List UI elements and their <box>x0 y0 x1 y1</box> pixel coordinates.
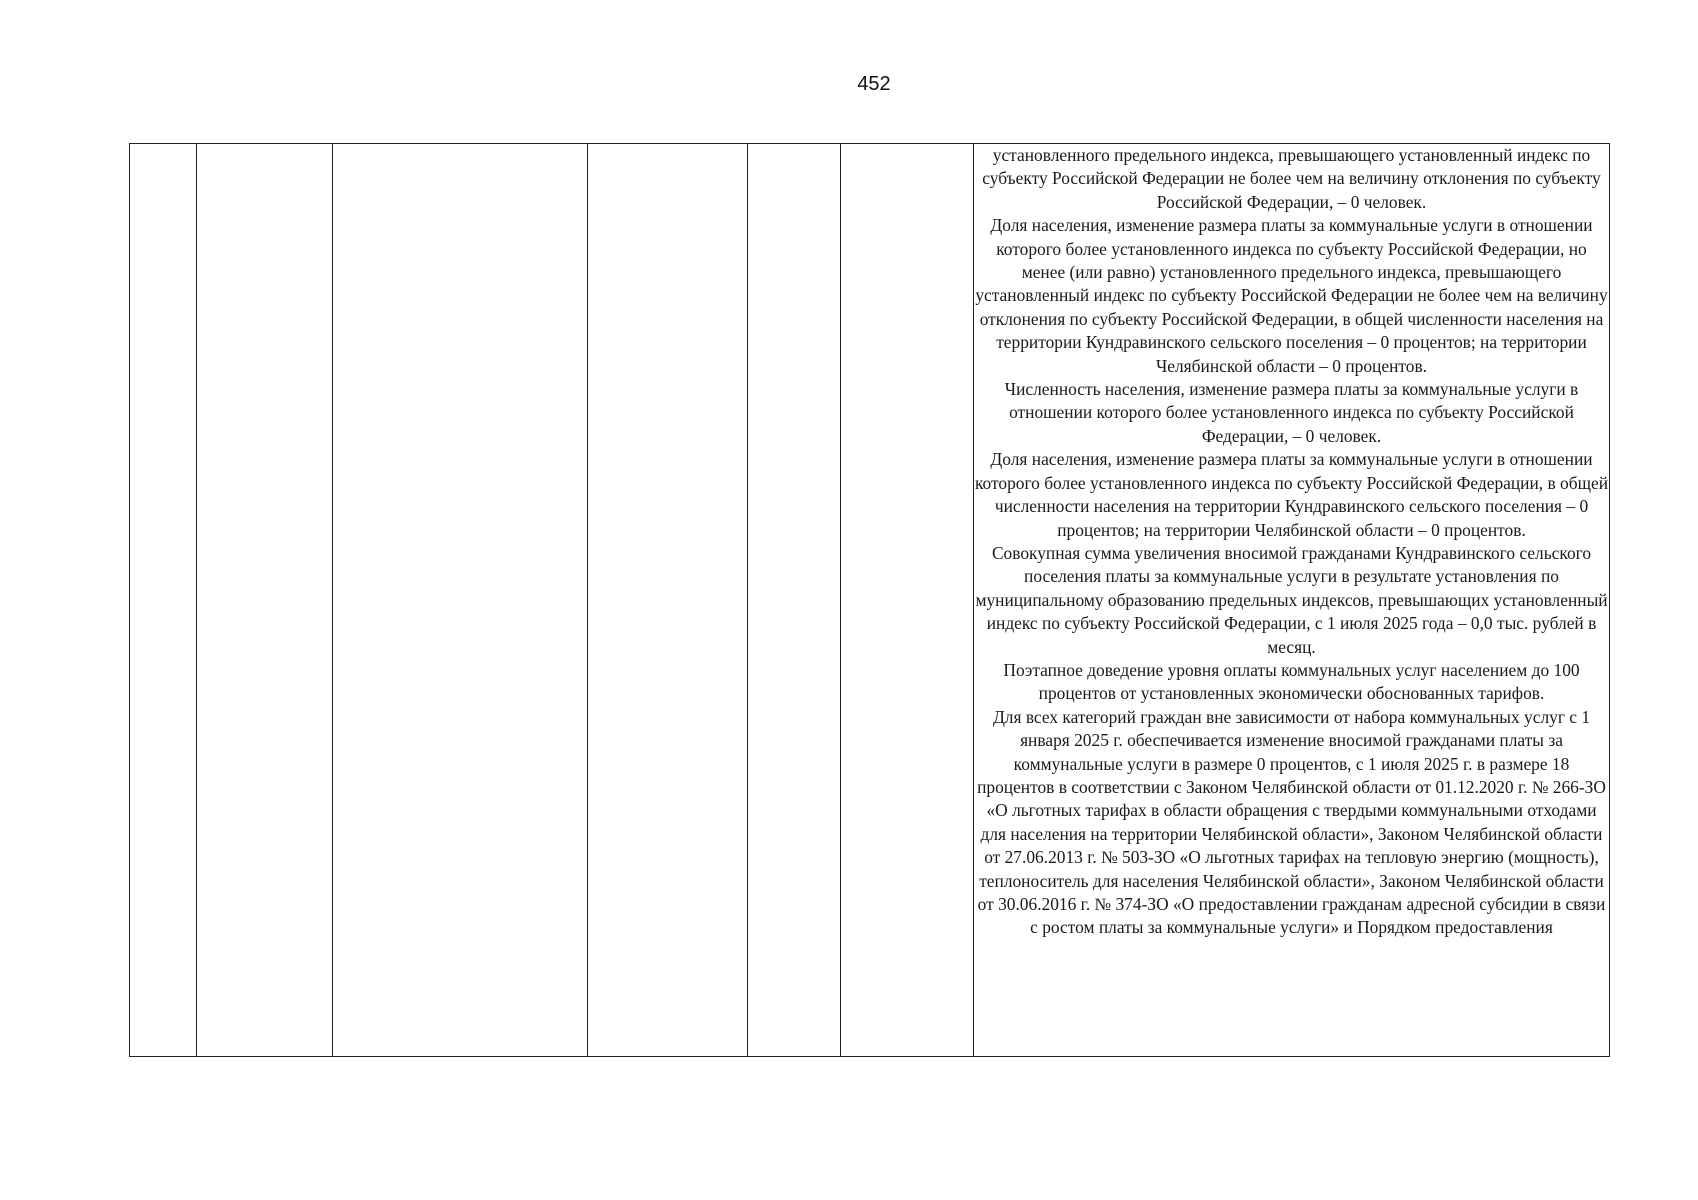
paragraph-all-categories: Для всех категорий граждан вне зависимости от набора коммунальных услуг с 1 января 2025 г. обеспечивается изменение вносимой гражданами платы за коммунальные услуги в размере 0 процентов, с 1 июля 2025 г. в размере 18 процентов в соответствии с Законом Челябинской области от 01.12.2020 г. № 266-ЗО «О льготных тарифах в области обращения с твердыми коммунальными отходами для населения на территории Челябинской области», Законом Челябинской области от 27.06.2013 г. № 503-ЗО «О льготных тарифах на тепловую энергию (мощность), теплоноситель для населения Челябинской области», Законом Челябинской области от 30.06.2016 г. № 374-ЗО «О предоставлении гражданам адресной субсидии в связи с ростом платы за коммунальные услуги» и Порядком предоставления <box>977 706 1606 938</box>
table-cell-5-empty <box>748 144 841 1057</box>
document-table <box>129 143 1610 1057</box>
table-cell-description <box>974 144 1610 1057</box>
table-cell-2-empty <box>197 144 333 1057</box>
paragraph-share-above-index: Доля населения, изменение размера платы за коммунальные услуги в отношении которого более установленного индекса по субъекту Российской Федерации, в общей численности населения на территории Кундравинского сельского поселения – 0 процентов; на территории Челябинской области – 0 процентов. <box>974 449 1609 540</box>
table-cell-4-empty <box>588 144 748 1057</box>
table-cell-1-empty <box>130 144 197 1057</box>
paragraph-deviation-count: установленного предельного индекса, превышающего установленный индекс по субъекту Российской Федерации не более чем на величину отклонения по субъекту Российской Федерации, – 0 человек. <box>982 145 1601 212</box>
table-cell-3-empty <box>333 144 588 1057</box>
paragraph-count-above-index: Численность населения, изменение размера платы за коммунальные услуги в отношении которого более установленного индекса по субъекту Российской Федерации, – 0 человек. <box>1004 379 1579 446</box>
page-number: 452 <box>857 73 891 95</box>
table-row <box>130 144 1610 1057</box>
table-cell-6-empty <box>841 144 974 1057</box>
paragraph-gradual-payment: Поэтапное доведение уровня оплаты коммунальных услуг населением до 100 процентов от установленных экономически обоснованных тарифов. <box>1003 659 1580 704</box>
paragraph-total-increase: Совокупная сумма увеличения вносимой гражданами Кундравинского сельского поселения платы за коммунальные услуги в результате установления по муниципальному образованию предельных индексов, превышающих установленный индекс по субъекту Российской Федерации, с 1 июля 2025 года – 0,0 тыс. рублей в месяц. <box>975 542 1608 657</box>
paragraph-share-within-limit: Доля населения, изменение размера платы за коммунальные услуги в отношении которого более установленного индекса по субъекту Российской Федерации, но менее (или равно) установленного предельного индекса, превышающего установленный индекс по субъекту Российской Федерации не более чем на величину отклонения по субъекту Российской Федерации, в общей численности населения на территории Кундравинского сельского поселения – 0 процентов; на территории Челябинской области – 0 процентов. <box>975 215 1608 376</box>
